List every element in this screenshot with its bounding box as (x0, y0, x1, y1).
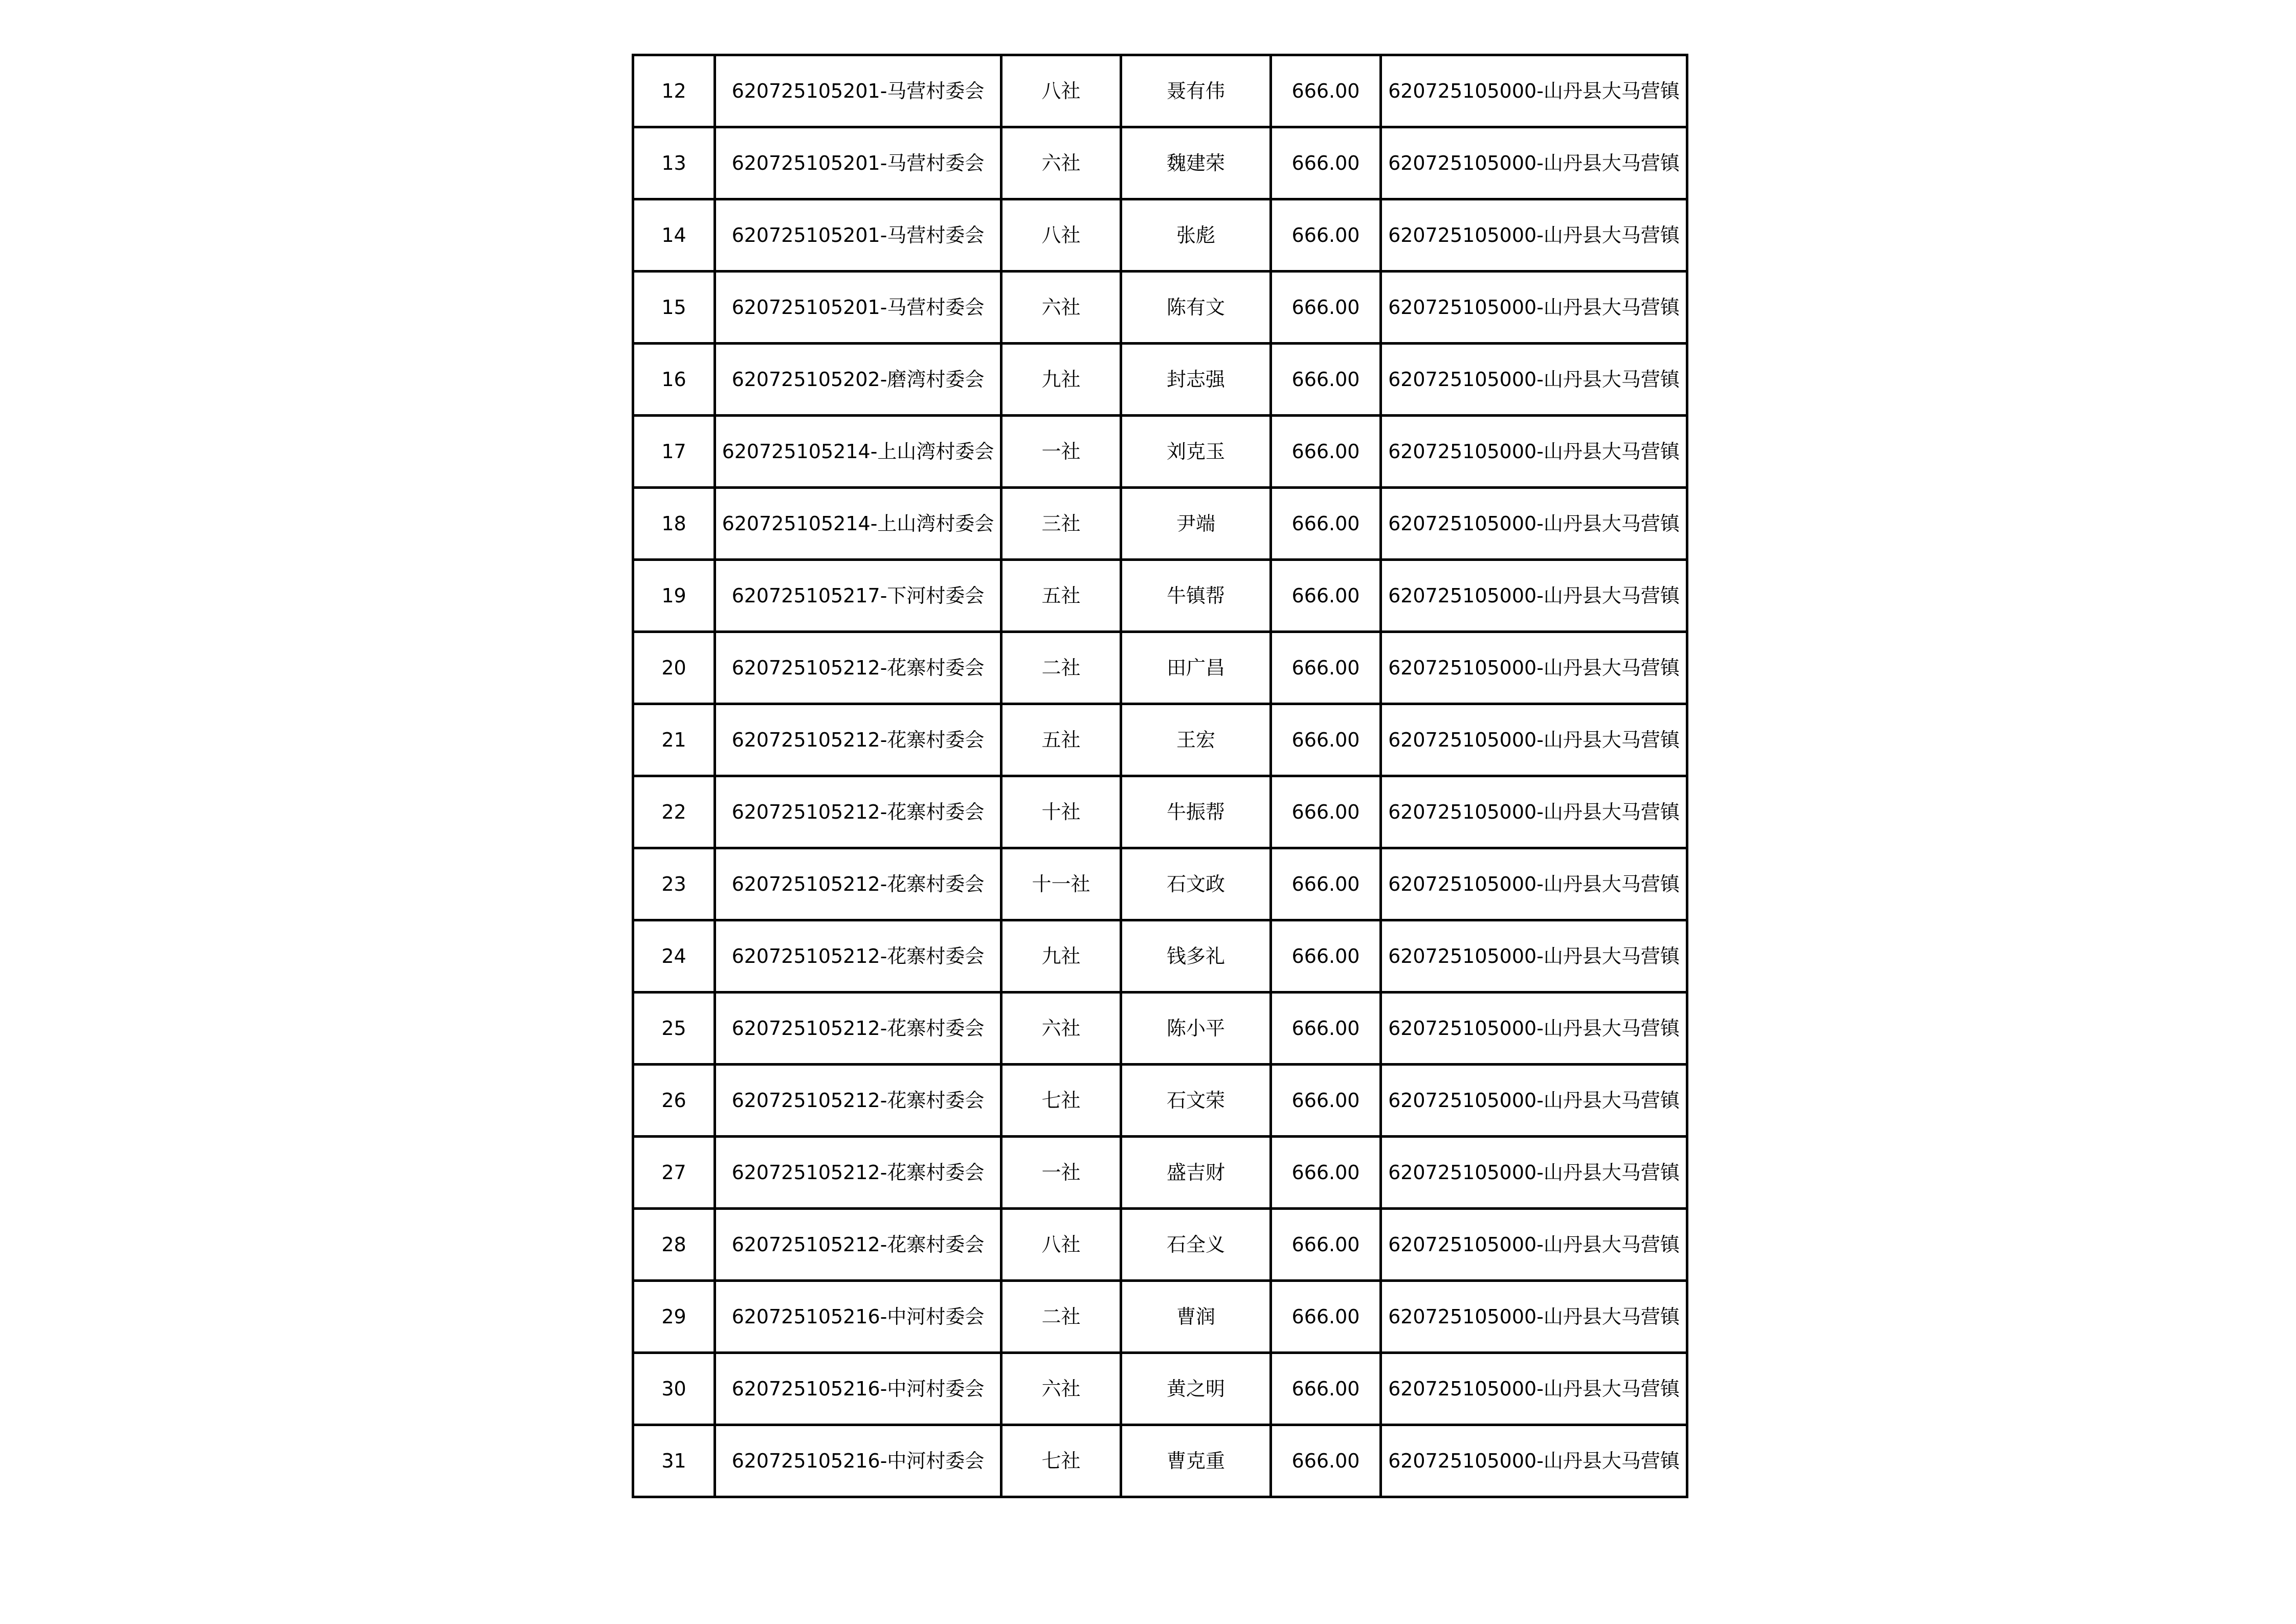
village-cell: 620725105202-磨湾村委会 (715, 344, 1001, 416)
table-row (633, 199, 1687, 272)
group-cell: 十社 (1001, 776, 1121, 848)
village-cell: 620725105212-花寨村委会 (715, 993, 1001, 1065)
town-cell: 620725105000-山丹县大马营镇 (1381, 1281, 1687, 1353)
village-cell: 620725105217-下河村委会 (715, 560, 1001, 632)
row-number-cell: 23 (633, 848, 715, 920)
group-cell: 三社 (1001, 488, 1121, 560)
table-row (633, 55, 1687, 127)
name-cell: 张彪 (1121, 199, 1271, 272)
village-cell: 620725105216-中河村委会 (715, 1353, 1001, 1425)
table-row (633, 1065, 1687, 1137)
village-cell: 620725105201-马营村委会 (715, 127, 1001, 199)
name-cell: 石文荣 (1121, 1065, 1271, 1137)
name-cell: 曹润 (1121, 1281, 1271, 1353)
group-cell: 二社 (1001, 632, 1121, 704)
table-row (633, 1209, 1687, 1281)
row-number-cell: 25 (633, 993, 715, 1065)
amount-cell: 666.00 (1271, 776, 1381, 848)
roster-table (632, 54, 1688, 1498)
group-cell: 六社 (1001, 1353, 1121, 1425)
village-cell: 620725105212-花寨村委会 (715, 704, 1001, 776)
name-cell: 田广昌 (1121, 632, 1271, 704)
name-cell: 石文政 (1121, 848, 1271, 920)
name-cell: 刘克玉 (1121, 416, 1271, 488)
row-number-cell: 19 (633, 560, 715, 632)
table-row (633, 848, 1687, 920)
table-row (633, 632, 1687, 704)
group-cell: 八社 (1001, 55, 1121, 127)
group-cell: 一社 (1001, 416, 1121, 488)
town-cell: 620725105000-山丹县大马营镇 (1381, 920, 1687, 993)
row-number-cell: 22 (633, 776, 715, 848)
village-cell: 620725105201-马营村委会 (715, 55, 1001, 127)
town-cell: 620725105000-山丹县大马营镇 (1381, 1209, 1687, 1281)
name-cell: 钱多礼 (1121, 920, 1271, 993)
row-number-cell: 27 (633, 1137, 715, 1209)
amount-cell: 666.00 (1271, 416, 1381, 488)
name-cell: 黄之明 (1121, 1353, 1271, 1425)
row-number-cell: 13 (633, 127, 715, 199)
row-number-cell: 16 (633, 344, 715, 416)
group-cell: 七社 (1001, 1065, 1121, 1137)
table-row (633, 1281, 1687, 1353)
table-row (633, 1353, 1687, 1425)
roster-table-body (633, 55, 1687, 1497)
table-row (633, 272, 1687, 344)
amount-cell: 666.00 (1271, 704, 1381, 776)
amount-cell: 666.00 (1271, 1065, 1381, 1137)
table-row (633, 776, 1687, 848)
village-cell: 620725105212-花寨村委会 (715, 632, 1001, 704)
amount-cell: 666.00 (1271, 199, 1381, 272)
village-cell: 620725105201-马营村委会 (715, 272, 1001, 344)
name-cell: 曹克重 (1121, 1425, 1271, 1497)
village-cell: 620725105214-上山湾村委会 (715, 416, 1001, 488)
row-number-cell: 17 (633, 416, 715, 488)
amount-cell: 666.00 (1271, 1209, 1381, 1281)
town-cell: 620725105000-山丹县大马营镇 (1381, 1425, 1687, 1497)
town-cell: 620725105000-山丹县大马营镇 (1381, 1065, 1687, 1137)
town-cell: 620725105000-山丹县大马营镇 (1381, 127, 1687, 199)
amount-cell: 666.00 (1271, 55, 1381, 127)
town-cell: 620725105000-山丹县大马营镇 (1381, 416, 1687, 488)
group-cell: 十一社 (1001, 848, 1121, 920)
table-row (633, 993, 1687, 1065)
group-cell: 九社 (1001, 344, 1121, 416)
row-number-cell: 24 (633, 920, 715, 993)
name-cell: 牛振帮 (1121, 776, 1271, 848)
name-cell: 石全义 (1121, 1209, 1271, 1281)
village-cell: 620725105216-中河村委会 (715, 1425, 1001, 1497)
village-cell: 620725105212-花寨村委会 (715, 1065, 1001, 1137)
village-cell: 620725105212-花寨村委会 (715, 1137, 1001, 1209)
group-cell: 八社 (1001, 1209, 1121, 1281)
name-cell: 盛吉财 (1121, 1137, 1271, 1209)
group-cell: 九社 (1001, 920, 1121, 993)
town-cell: 620725105000-山丹县大马营镇 (1381, 704, 1687, 776)
name-cell: 陈有文 (1121, 272, 1271, 344)
town-cell: 620725105000-山丹县大马营镇 (1381, 560, 1687, 632)
amount-cell: 666.00 (1271, 488, 1381, 560)
amount-cell: 666.00 (1271, 1425, 1381, 1497)
row-number-cell: 31 (633, 1425, 715, 1497)
village-cell: 620725105212-花寨村委会 (715, 776, 1001, 848)
amount-cell: 666.00 (1271, 920, 1381, 993)
row-number-cell: 26 (633, 1065, 715, 1137)
table-row (633, 704, 1687, 776)
town-cell: 620725105000-山丹县大马营镇 (1381, 848, 1687, 920)
name-cell: 牛镇帮 (1121, 560, 1271, 632)
group-cell: 六社 (1001, 127, 1121, 199)
town-cell: 620725105000-山丹县大马营镇 (1381, 55, 1687, 127)
town-cell: 620725105000-山丹县大马营镇 (1381, 199, 1687, 272)
amount-cell: 666.00 (1271, 848, 1381, 920)
row-number-cell: 14 (633, 199, 715, 272)
town-cell: 620725105000-山丹县大马营镇 (1381, 993, 1687, 1065)
name-cell: 王宏 (1121, 704, 1271, 776)
group-cell: 六社 (1001, 993, 1121, 1065)
row-number-cell: 30 (633, 1353, 715, 1425)
village-cell: 620725105201-马营村委会 (715, 199, 1001, 272)
table-row (633, 1137, 1687, 1209)
row-number-cell: 28 (633, 1209, 715, 1281)
group-cell: 八社 (1001, 199, 1121, 272)
town-cell: 620725105000-山丹县大马营镇 (1381, 1137, 1687, 1209)
village-cell: 620725105212-花寨村委会 (715, 848, 1001, 920)
village-cell: 620725105214-上山湾村委会 (715, 488, 1001, 560)
table-row (633, 127, 1687, 199)
town-cell: 620725105000-山丹县大马营镇 (1381, 632, 1687, 704)
town-cell: 620725105000-山丹县大马营镇 (1381, 488, 1687, 560)
group-cell: 七社 (1001, 1425, 1121, 1497)
group-cell: 五社 (1001, 560, 1121, 632)
table-row (633, 488, 1687, 560)
village-cell: 620725105212-花寨村委会 (715, 1209, 1001, 1281)
table-row (633, 920, 1687, 993)
row-number-cell: 29 (633, 1281, 715, 1353)
town-cell: 620725105000-山丹县大马营镇 (1381, 1353, 1687, 1425)
town-cell: 620725105000-山丹县大马营镇 (1381, 776, 1687, 848)
group-cell: 二社 (1001, 1281, 1121, 1353)
amount-cell: 666.00 (1271, 344, 1381, 416)
amount-cell: 666.00 (1271, 560, 1381, 632)
village-cell: 620725105212-花寨村委会 (715, 920, 1001, 993)
table-row (633, 416, 1687, 488)
row-number-cell: 21 (633, 704, 715, 776)
name-cell: 尹端 (1121, 488, 1271, 560)
row-number-cell: 12 (633, 55, 715, 127)
name-cell: 封志强 (1121, 344, 1271, 416)
name-cell: 魏建荣 (1121, 127, 1271, 199)
group-cell: 一社 (1001, 1137, 1121, 1209)
name-cell: 陈小平 (1121, 993, 1271, 1065)
amount-cell: 666.00 (1271, 127, 1381, 199)
row-number-cell: 20 (633, 632, 715, 704)
amount-cell: 666.00 (1271, 993, 1381, 1065)
amount-cell: 666.00 (1271, 272, 1381, 344)
table-row (633, 344, 1687, 416)
group-cell: 六社 (1001, 272, 1121, 344)
table-row (633, 560, 1687, 632)
town-cell: 620725105000-山丹县大马营镇 (1381, 272, 1687, 344)
row-number-cell: 15 (633, 272, 715, 344)
town-cell: 620725105000-山丹县大马营镇 (1381, 344, 1687, 416)
amount-cell: 666.00 (1271, 1281, 1381, 1353)
amount-cell: 666.00 (1271, 1137, 1381, 1209)
amount-cell: 666.00 (1271, 632, 1381, 704)
row-number-cell: 18 (633, 488, 715, 560)
group-cell: 五社 (1001, 704, 1121, 776)
village-cell: 620725105216-中河村委会 (715, 1281, 1001, 1353)
amount-cell: 666.00 (1271, 1353, 1381, 1425)
name-cell: 聂有伟 (1121, 55, 1271, 127)
table-row (633, 1425, 1687, 1497)
